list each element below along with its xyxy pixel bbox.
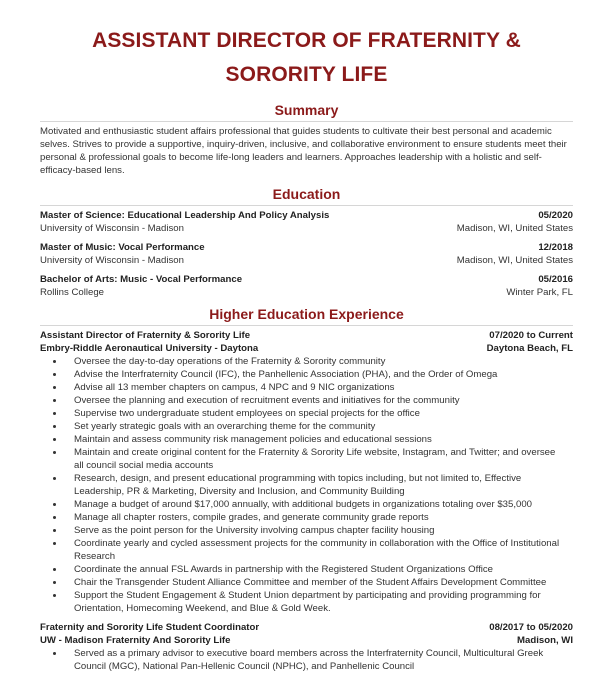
bullet-item: Advise all 13 member chapters on campus, 4 NPC and 9 NIC organizations: [74, 381, 573, 394]
bullet-item: Manage all chapter rosters, compile grades, and generate community grade reports: [74, 511, 573, 524]
bullet-item: Oversee the planning and execution of recruitment events and initiatives for the community: [74, 394, 573, 407]
education-section: [40, 185, 573, 299]
graduation-date: 05/2016: [538, 274, 573, 285]
bullet-item: Manage a budget of around $17,000 annually, with additional budgets in organizations totaling over $35,000: [74, 498, 573, 511]
school-location: Madison, WI, United States: [456, 255, 573, 266]
graduation-date: 05/2020: [538, 210, 573, 221]
bullet-item: Served as a primary advisor to executive board members across the Interfraternity Council, Multicultural Greek Council (MGC), National Pan-Hellenic Council (NPHC), and Panhellenic Council: [74, 647, 573, 673]
responsibilities-list: [40, 355, 573, 615]
job-location: Daytona Beach, FL: [486, 343, 573, 354]
job-dates: 08/2017 to 05/2020: [489, 622, 573, 633]
job-dates: 07/2020 to Current: [489, 330, 573, 341]
education-item: [40, 209, 573, 235]
experience-item: [40, 621, 573, 673]
school-name: Rollins College: [40, 287, 104, 298]
school-name: University of Wisconsin - Madison: [40, 255, 184, 266]
bullet-item: Advise the Interfraternity Council (IFC), the Panhellenic Association (PHA), and the Order of Omega: [74, 368, 573, 381]
bullet-item: Maintain and create original content for the Fraternity & Sorority Life website, Instagram, and Twitter; and oversee all council social media accounts: [74, 446, 573, 472]
bullet-item: Maintain and assess community risk management policies and educational sessions: [74, 433, 573, 446]
summary-text: Motivated and enthusiastic student affairs professional that guides students to cultivate their best personal and academic selves. Strives to provide a supportive, inquiry-driven, inclusive, and collaborative environment to ensure students meet their personal & professional goals to become life-long leaders and learners. Approaches leadership with a holistic and self-efficacy-based lens.: [40, 126, 567, 176]
experience-item: [40, 329, 573, 615]
responsibilities-list: [40, 647, 573, 673]
education-item: [40, 241, 573, 267]
school-name: University of Wisconsin - Madison: [40, 223, 184, 234]
experience-heading: Higher Education Experience: [40, 305, 573, 326]
job-title: Assistant Director of Fraternity & Sorority Life: [40, 330, 251, 341]
education-list: [40, 209, 573, 299]
bullet-item: Research, design, and present educational programming with topics including, but not limited to, Effective Leadership, PR & Marketing, Diversity and Inclusion, and Community Building: [74, 472, 573, 498]
job-title: Fraternity and Sorority Life Student Coordinator: [40, 622, 260, 633]
summary-heading: Summary: [40, 101, 573, 122]
education-heading: Education: [40, 185, 573, 206]
school-location: Winter Park, FL: [506, 287, 573, 298]
resume-page: [40, 0, 573, 673]
degree: Bachelor of Arts: Music - Vocal Performance: [40, 274, 243, 285]
title-line-2: SORORITY LIFE: [225, 63, 388, 86]
summary-section: [40, 101, 573, 177]
employer: Embry-Riddle Aeronautical University - Daytona: [40, 343, 259, 354]
bullet-item: Oversee the day-to-day operations of the Fraternity & Sorority community: [74, 355, 573, 368]
job-location: Madison, WI: [517, 635, 573, 646]
bullet-item: Support the Student Engagement & Student Union department by participating and providing programming for Orientation, Homecoming Weekend, and Blue & Gold Week.: [74, 589, 573, 615]
bullet-item: Supervise two undergraduate student employees on special projects for the office: [74, 407, 573, 420]
resume-title: [40, 24, 573, 92]
title-line-1: ASSISTANT DIRECTOR OF FRATERNITY &: [92, 29, 521, 52]
bullet-item: Coordinate yearly and cycled assessment projects for the community in collaboration with the Office of Institutional Research: [74, 537, 573, 563]
bullet-item: Chair the Transgender Student Alliance Committee and member of the Student Affairs Development Committee: [74, 576, 573, 589]
experience-section: [40, 305, 573, 673]
school-location: Madison, WI, United States: [456, 223, 573, 234]
degree: Master of Science: Educational Leadership And Policy Analysis: [40, 210, 330, 221]
bullet-item: Coordinate the annual FSL Awards in partnership with the Registered Student Organizations Office: [74, 563, 573, 576]
bullet-item: Set yearly strategic goals with an overarching theme for the community: [74, 420, 573, 433]
graduation-date: 12/2018: [538, 242, 573, 253]
bullet-item: Serve as the point person for the University involving campus chapter facility housing: [74, 524, 573, 537]
employer: UW - Madison Fraternity And Sorority Life: [40, 635, 231, 646]
education-item: [40, 273, 573, 299]
degree: Master of Music: Vocal Performance: [40, 242, 205, 253]
